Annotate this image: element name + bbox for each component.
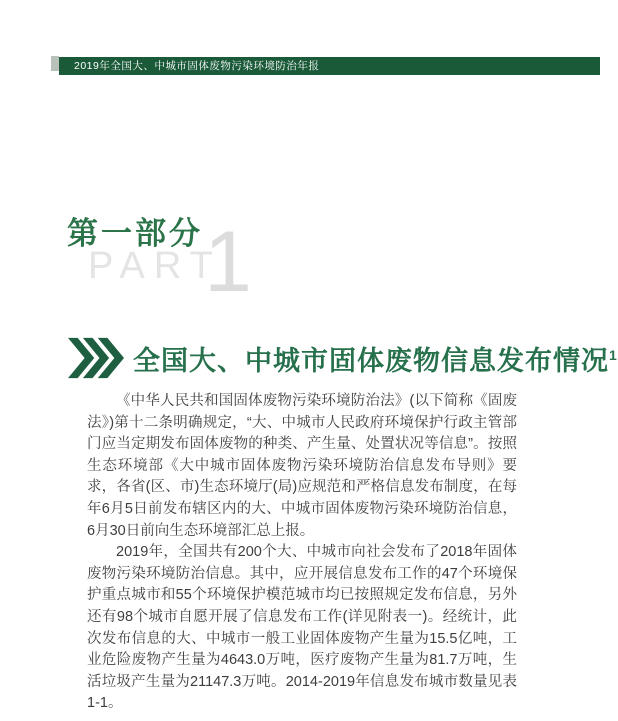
header-accent-tab [51,56,59,71]
section-title [133,339,618,378]
part-title: 第一部分 [67,216,203,251]
section-title-text: 全国大、中城市固体废物信息发布情况 [133,345,609,376]
section-footnote-marker: 1 [609,346,618,363]
body-text [87,391,517,715]
paragraph-2: 2019年，全国共有200个大、中城市向社会发布了2018年固体废物污染环境防治信息。其中，应开展信息发布工作的47个环境保护重点城市和55个环境保护模范城市均已按照规定发布信息，另外还有98个城市自愿开展了信息发布工作(详见附表一)。经统计，此次发布信息的大、中城市一般工业固体废物产生量为15.5亿吨，工业危险废物产生量为4643.0万吨，医疗废物产生量为81.7万吨，生活垃圾产生量为21147.3万吨。2014-2019年信息发布城市数量见表1-1。 [87,544,517,712]
paragraph-1: 《中华人民共和国固体废物污染环境防治法》(以下简称《固废法》)第十二条明确规定，“大、中城市人民政府环境保护行政主管部门应当定期发布固体废物的种类、产生量、处置状况等信息”。按照生态环境部《大中城市固体废物污染环境防治信息发布导则》要求，各省(区、市)生态环境厅(局)应规范和严格信息发布制度，在每年6月5日前发布辖区内的大、中城市固体废物污染环境防治信息，6月30日前向生态环境部汇总上报。 [87,393,517,539]
part-watermark-text: PART [88,245,222,287]
report-header-title: 2019年全国大、中城市固体废物污染环境防治年报 [74,60,320,72]
part-watermark-number: 1 [204,214,252,310]
section-heading [68,336,618,380]
triple-chevron-right-icon [68,336,124,380]
report-header-bar [59,57,600,75]
